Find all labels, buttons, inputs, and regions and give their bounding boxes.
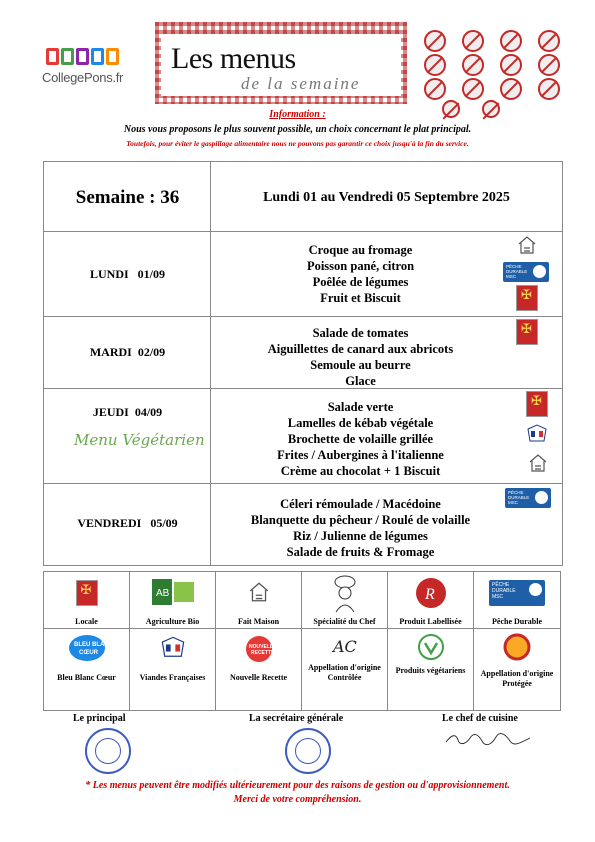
- peche-durable-icon: PÊCHE DURABLE MSC: [503, 262, 549, 282]
- dish: Aiguillettes de canard aux abricots: [267, 342, 454, 356]
- fait-maison-icon: [516, 234, 538, 256]
- fait-maison-icon: [247, 580, 271, 604]
- legend-label: Fait Maison: [237, 617, 280, 626]
- menu-banner: [155, 22, 407, 104]
- legend-label: Locale: [75, 617, 98, 626]
- allergen-icon: [538, 30, 560, 52]
- dish-list: [211, 399, 510, 479]
- legend-cell-vegetariens: [388, 629, 474, 710]
- allergen-icon: [424, 54, 446, 76]
- svg-text:AC: AC: [332, 637, 357, 656]
- day-row-monday: [44, 232, 562, 317]
- footer-line-1: * Les menus peuvent être modifiés ultérieurement pour des raisons de gestion ou d'approvisionnement.: [85, 780, 510, 791]
- day-label: LUNDI 01/09: [89, 267, 165, 281]
- legend-label: Agriculture Bio: [145, 617, 200, 626]
- svg-text:BLEU BLANC: BLEU BLANC: [73, 642, 113, 648]
- secretary-label: La secrétaire générale: [249, 713, 344, 724]
- legend-cell-viandes: [130, 629, 216, 710]
- dish: Céleri rémoulade / Macédoine: [280, 497, 441, 511]
- logo-cards-icon: [46, 42, 126, 68]
- dish: Poêlée de légumes: [312, 275, 409, 289]
- legend-label: Nouvelle Recette: [229, 673, 288, 682]
- info-title: Information :: [269, 109, 326, 120]
- legend-cell-aoc: [302, 629, 388, 710]
- footer-line-2: Merci de votre compréhension.: [233, 794, 362, 805]
- bleu-blanc-coeur-icon: [68, 633, 113, 663]
- allergen-icon: [500, 78, 522, 100]
- chef-signature-icon: [444, 732, 534, 746]
- label-legend: [43, 571, 561, 711]
- logo-text: CollegePons.fr: [42, 70, 124, 85]
- svg-text:AB: AB: [155, 588, 169, 599]
- locale-icon: [76, 580, 98, 606]
- date-range: Lundi 01 au Vendredi 05 Septembre 2025: [263, 190, 510, 205]
- legend-label: Produits végétariens: [395, 666, 466, 675]
- fait-maison-icon: [527, 452, 549, 474]
- legend-label: Bleu Blanc Cœur: [57, 673, 116, 682]
- nouvelle-recette-icon: [245, 635, 276, 663]
- dish: Blanquette du pêcheur / Roulé de volaille: [250, 513, 471, 527]
- legend-cell-locale: [44, 572, 130, 629]
- allergen-icon: [462, 78, 484, 100]
- allergen-icon: [538, 78, 560, 100]
- day-row-friday: [44, 484, 562, 565]
- legend-label: Spécialité du Chef: [313, 617, 376, 626]
- info-line-1: Nous vous proposons le plus souvent possible, un choix concernant le plat principal.: [123, 124, 472, 135]
- secretary-stamp-icon: [285, 728, 331, 774]
- dish-list: [211, 325, 510, 389]
- legend-cell-chef: [302, 572, 388, 629]
- dish: Glace: [345, 374, 376, 388]
- svg-text:CŒUR: CŒUR: [78, 650, 98, 656]
- svg-text:RECETTE: RECETTE: [250, 650, 274, 656]
- dish: Salade de tomates: [312, 326, 409, 340]
- vegetarien-icon: [417, 633, 445, 661]
- day-label: VENDREDI 05/09: [77, 516, 178, 530]
- viandes-francaises-icon: [525, 423, 549, 445]
- dish: Crème au chocolat + 1 Biscuit: [280, 464, 441, 478]
- dish-list: [211, 496, 510, 560]
- allergen-icon: [424, 78, 446, 100]
- aoc-icon: [330, 631, 360, 661]
- allergen-icon: [538, 54, 560, 76]
- dish: Salade verte: [327, 400, 394, 414]
- dish: Croque au fromage: [308, 243, 413, 257]
- day-row-tuesday: [44, 317, 562, 389]
- dish-list: [211, 242, 510, 306]
- legend-cell-nouvelle-recette: [216, 629, 302, 710]
- allergen-icon: [424, 30, 446, 52]
- legend-label: Pêche Durable: [492, 617, 542, 626]
- legend-cell-peche: [474, 572, 560, 629]
- legend-label: Appellation d'origine Contrôlée: [308, 663, 381, 682]
- legend-cell-fait-maison: [216, 572, 302, 629]
- college-logo: [40, 42, 130, 97]
- menu-vegetarien-badge: Menu Végétarien: [74, 431, 205, 449]
- locale-icon: [516, 285, 538, 311]
- dish: Salade de fruits & Fromage: [286, 545, 435, 559]
- dish: Riz / Julienne de légumes: [293, 529, 428, 543]
- locale-icon: [516, 319, 538, 345]
- legend-cell-label-rouge: [388, 572, 474, 629]
- agriculture-bio-icon: [151, 578, 195, 608]
- legend-label: Appellation d'origine Protégée: [480, 669, 554, 688]
- day-label: MARDI 02/09: [89, 345, 166, 359]
- dish: Lamelles de kébab végétale: [287, 416, 434, 430]
- label-rouge-icon: [414, 576, 448, 610]
- info-line-2: Toutefois, pour éviter le gaspillage alimentaire nous ne pouvons pas garantir ce choix jusqu'à la fin du service.: [126, 139, 469, 148]
- viandes-francaises-icon: [158, 635, 188, 661]
- svg-text:R: R: [424, 586, 435, 603]
- banner-subtitle: de la semaine: [241, 74, 361, 93]
- principal-stamp-icon: [85, 728, 131, 774]
- allergen-icon: [500, 30, 522, 52]
- week-row: [44, 162, 562, 232]
- dish: Semoule au beurre: [310, 358, 411, 372]
- day-row-thursday: [44, 389, 562, 484]
- chef-label: Le chef de cuisine: [442, 713, 518, 724]
- week-label: Semaine : 36: [75, 187, 180, 208]
- legend-label: Produit Labellisée: [399, 617, 462, 626]
- dish: Frites / Aubergines à l'italienne: [277, 448, 444, 462]
- banner-title: Les menus: [171, 42, 296, 75]
- legend-label: Viandes Françaises: [139, 673, 206, 682]
- dish: Fruit et Biscuit: [320, 291, 401, 305]
- dish: Brochette de volaille grillée: [287, 432, 434, 446]
- allergen-icon: [462, 54, 484, 76]
- dish: Poisson pané, citron: [306, 259, 415, 273]
- legend-cell-bio: [130, 572, 216, 629]
- legend-cell-aop: [474, 629, 560, 710]
- allergen-icon: [500, 54, 522, 76]
- svg-text:NOUVELLE: NOUVELLE: [248, 644, 276, 650]
- peche-durable-icon: PÊCHE DURABLE MSC: [489, 580, 545, 606]
- day-label: JEUDI 04/09: [92, 405, 163, 419]
- aop-icon: [503, 633, 531, 661]
- allergen-icon: [462, 30, 484, 52]
- allergen-icons: [422, 28, 574, 118]
- menu-table: [43, 161, 563, 566]
- principal-label: Le principal: [73, 713, 126, 724]
- locale-icon: [526, 391, 548, 417]
- chef-icon: [330, 574, 360, 614]
- peche-durable-icon: PÊCHE DURABLE MSC: [505, 488, 551, 508]
- legend-cell-bbc: [44, 629, 130, 710]
